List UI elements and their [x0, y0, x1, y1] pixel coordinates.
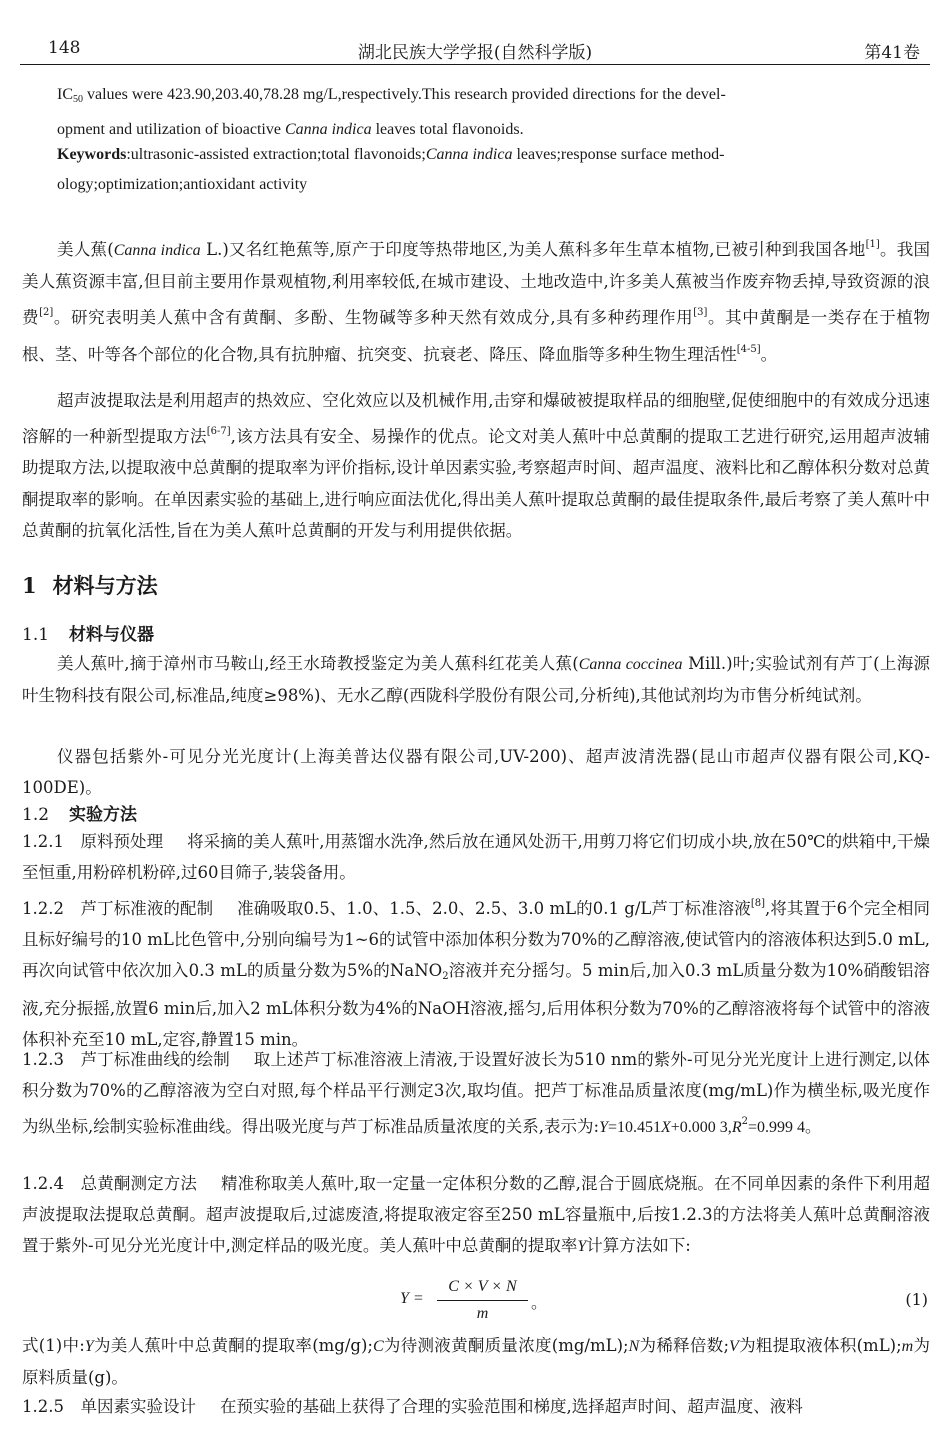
section-1-2-4-title: 1.2.4 总黄酮测定方法 [22, 1174, 198, 1193]
section-1-2-1-title: 1.2.1 原料预处理 [22, 832, 164, 851]
section-1-2-2-title: 1.2.2 芦丁标准液的配制 [22, 899, 214, 918]
denominator: m [476, 1305, 489, 1322]
section-1-2-3: 1.2.3 芦丁标准曲线的绘制 取上述芦丁标准溶液上清液,于设置好波长为510 nm的紫外-可见分光光度计上进行测定,以体积分数为70%的乙醇溶液为空白对照,每个样品平行测定3次,取均值。把芦丁标准品质量浓度(mg/mL)作为横坐标,吸光度作为纵坐标,绘制实验标准曲线。得出吸光度与芦丁标准品质量浓度的关系,表示为:Y=10.451X+0.000 $3,R^2=0.999$ 4。 [22, 1050, 931, 1137]
equation-1: Y = C × V × N m 。 [395, 1276, 575, 1328]
citation[interactable]: [3] [693, 307, 708, 319]
fraction-bar [437, 1300, 528, 1301]
intro-paragraph-1: 美人蕉(Canna indica L.)又名红艳蕉等,原产于印度等热带地区,为美人蕉科多年生草本植物,已被引种到我国各地[1]。我国美人蕉资源丰富,但目前主要用作景观植物,利用率较低,在城市建设、土地改造中,许多美人蕉被当作废弃物丢掉,导致资源的浪费[2]。研究表明美人蕉中含有黄酮、多酚、生物碱等多种天然有效成分,具有多种药理作用[3]。其中黄酮是一类存在于植物根、茎、叶等各个部位的化合物,具有抗肿瘤、抗突变、抗衰老、降压、降血脂等多种生物生理活性[4-5]。 [22, 239, 931, 364]
section-1-2-4: 1.2.4 总黄酮测定方法 精准称取美人蕉叶,取一定量一定体积分数的乙醇,混合于圆底烧瓶。在不同单因素的条件下利用超声波提取法提取总黄酮。超声波提取后,过滤废渣,将提取液定容至250 mL容量瓶中,后按1.2.3的方法将美人蕉叶总黄酮溶液置于紫外-可见分光光度计中,测定样品的吸光度。美人蕉叶中总黄酮的提取率Y计算方法如下: [22, 1174, 930, 1256]
keywords: Keywords:ultrasonic-assisted extraction;total flavonoids;Canna indica leaves;response surface method- ology;optimization;antioxidant activity [57, 146, 725, 193]
materials-paragraph: 美人蕉叶,摘于漳州市马鞍山,经王水琦教授鉴定为美人蕉科红花美人蕉(Canna coccinea Mill.)叶;实验试剂有芦丁(上海源叶生物科技有限公司,标准品,纯度≥98%)、无水乙醇(西陇科学股份有限公司,分析纯),其他试剂均为市售分析纯试剂。 [22, 654, 930, 706]
section-1-2-3-title: 1.2.3 芦丁标准曲线的绘制 [22, 1050, 230, 1069]
keywords-label: Keywords [57, 146, 127, 163]
running-header [20, 34, 930, 62]
section-1-2-1: 1.2.1 原料预处理 将采摘的美人蕉叶,用蒸馏水洗净,然后放在通风处沥干,用剪刀将它们切成小块,放在50℃的烘箱中,干燥至恒重,用粉碎机粉碎,过60目筛子,装袋备用。 [22, 832, 930, 883]
header-rule [20, 64, 930, 65]
citation[interactable]: [1] [865, 239, 880, 250]
section-heading-1: 1 材料与方法 [22, 573, 158, 598]
page-number: 148 [48, 38, 81, 58]
numerator: C × V × N [448, 1278, 517, 1295]
section-1-2-2: 1.2.2 芦丁标准液的配制 准确吸取0.5、1.0、1.5、2.0、2.5、3.0 mL的0.1 g/L芦丁标准溶液[8],将其置于6个完全相同且标好编号的10 mL比色管中,分别向编号为1~6的试管中添加体积分数为70%的乙醇溶液,使试管内的溶液体积达到5.0 mL,再次向试管中依次加入0.3 mL的质量分数为5%的NaNO$_2$溶液并充分摇匀。5 min后,加入0.3 mL质量分数为10%硝酸铝溶液,充分振摇,放置6 min后,加入2 mL体积分数为4%的NaOH溶液,摇匀,后用体积分数为70%的乙醇溶液将每个试管中的溶液体积补充至10 mL,定容,静置15 min。 [22, 898, 931, 1049]
fraction [435, 1276, 530, 1325]
equation-number: (1) [905, 1290, 928, 1309]
formula-description: 式(1)中:Y为美人蕉叶中总黄酮的提取率(mg/g);C为待测液黄酮质量浓度(mg/mL);N为稀释倍数;V为粗提取液体积(mL);m为原料质量(g)。 [22, 1336, 931, 1388]
subsection-heading-1-1: 1.1 材料与仪器 [22, 625, 155, 645]
section-1-2-5: 1.2.5 单因素实验设计 在预实验的基础上获得了合理的实验范围和梯度,选择超声时间、超声温度、液料 [22, 1397, 803, 1416]
abstract-end: $IC_{50}$ values were 423.90,203.40,78.28 mg/L,respectively.This research provided directions for the devel- opment and utilization of bioactive Canna indica leaves total flavonoids. [57, 86, 726, 138]
instruments-paragraph: 仪器包括紫外-可见分光光度计(上海美普达仪器有限公司,UV-200)、超声波清洗器(昆山市超声仪器有限公司,KQ-100DE)。 [22, 747, 930, 798]
citation[interactable]: [2] [39, 307, 54, 319]
journal-title: 湖北民族大学学报(自然科学版) [357, 43, 593, 63]
section-1-2-5-title: 1.2.5 单因素实验设计 [22, 1397, 196, 1416]
subsection-heading-1-2: 1.2 实验方法 [22, 805, 138, 825]
intro-paragraph-2: 超声波提取法是利用超声的热效应、空化效应以及机械作用,击穿和爆破被提取样品的细胞壁,促使细胞中的有效成分迅速溶解的一种新型提取方法[6-7],该方法具有安全、易操作的优点。论文对美人蕉叶中总黄酮的提取工艺进行研究,运用超声波辅助提取方法,以提取液中总黄酮的提取率为评价指标,设计单因素实验,考察超声时间、超声温度、液料比和乙醇体积分数对总黄酮提取率的影响。在单因素实验的基础上,进行响应面法优化,得出美人蕉叶提取总黄酮的最佳提取条件,最后考察了美人蕉叶中总黄酮的抗氧化活性,旨在为美人蕉叶总黄酮的开发与利用提供依据。 [22, 391, 931, 540]
citation[interactable]: [4-5] [736, 343, 761, 355]
citation[interactable]: [8] [750, 898, 766, 909]
citation[interactable]: [6-7] [206, 426, 231, 438]
volume-label: 第41卷 [864, 43, 920, 63]
